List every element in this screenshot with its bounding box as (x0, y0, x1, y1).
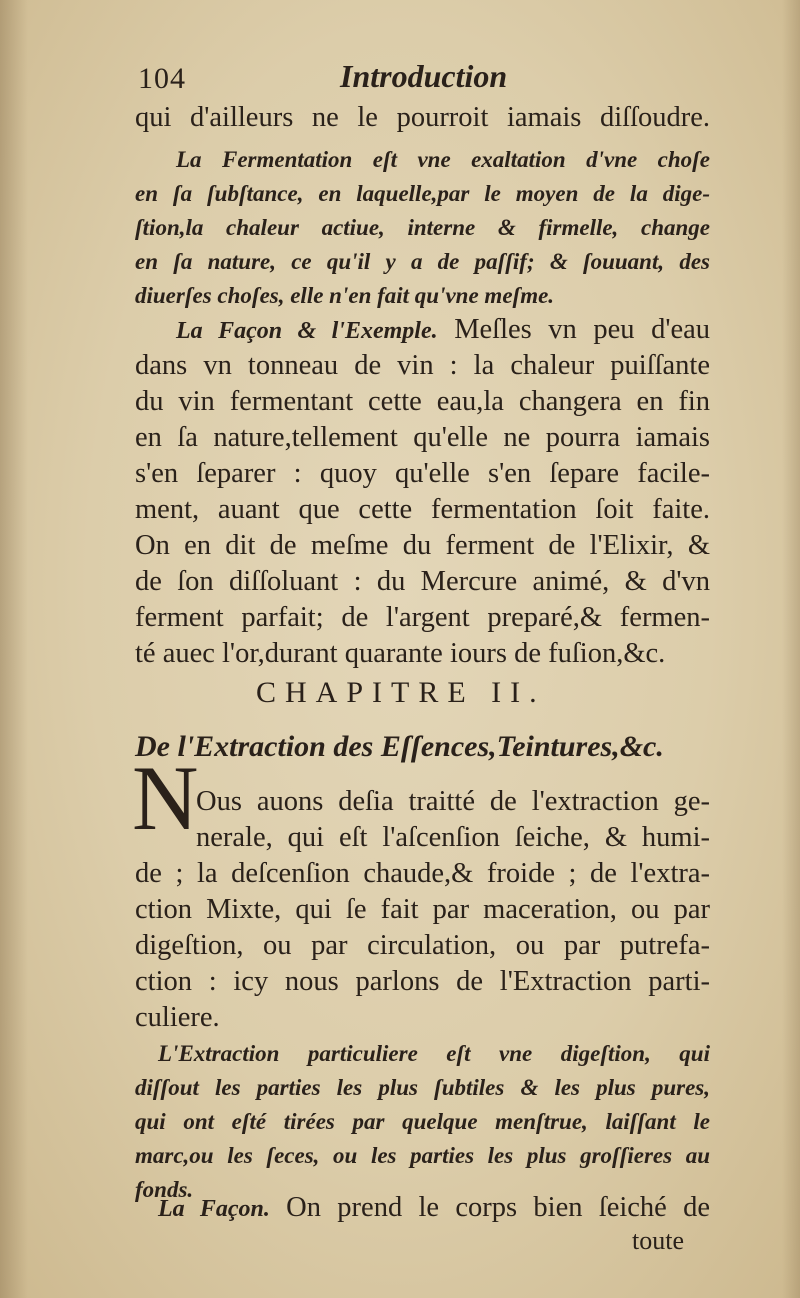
text-line: ction : icy nous parlons de l'Extraction parti- (135, 966, 710, 997)
definition-line: La Fermentation eſt vne exaltation d'vne choſe (176, 147, 710, 172)
text-line: de ; la deſcenſion chaude,& froide ; de l'extra- (135, 858, 710, 889)
chapter-title: De l'Extraction des Eſſences,Teintures,&c. (135, 730, 664, 763)
drop-cap: N (132, 747, 199, 849)
text-line: culiere. (135, 1002, 220, 1033)
text-line: ferment parfait; de l'argent preparé,& fermen- (135, 602, 710, 633)
text-line: nerale, qui eſt l'aſcenſion ſeiche, & humi- (196, 822, 710, 853)
definition-line: marc,ou les ſeces, ou les parties les plus groſſieres au (135, 1143, 710, 1168)
chapter-heading: CHAPITRE II. (256, 676, 546, 709)
catchword: toute (632, 1226, 684, 1255)
definition-line: fonds. (135, 1177, 194, 1202)
text-line: en ſa nature,tellement qu'elle ne pourra iamais (135, 422, 710, 453)
text-line: ction Mixte, qui ſe fait par maceration, ou par (135, 894, 710, 925)
text-line: digeſtion, ou par circulation, ou par putrefa- (135, 930, 710, 961)
page-edge (782, 0, 800, 1298)
running-head: Introduction (340, 58, 508, 94)
facon2-text: On prend le corps bien ſeiché de (286, 1192, 711, 1223)
paragraph-line (176, 312, 710, 349)
definition-line: L'Extraction particuliere eſt vne digeſtion, qui (158, 1041, 710, 1066)
text-line: ment, auant que cette fermentation ſoit faite. (135, 494, 710, 525)
definition-line: diſſout les parties les plus ſubtiles & les plus pures, (135, 1075, 710, 1100)
facon-label: La Façon & l'Exemple. (176, 318, 438, 344)
page-number: 104 (138, 62, 186, 95)
definition-line: ſtion,la chaleur actiue, interne & firmelle, change (135, 215, 710, 240)
text-line: du vin fermentant cette eau,la changera en fin (135, 386, 710, 417)
text-line: té auec l'or,durant quarante iours de fuſion,&c. (135, 638, 666, 669)
definition-line: qui ont eſté tirées par quelque menſtrue, laiſſant le (135, 1109, 710, 1134)
definition-line: diuerſes choſes, elle n'en fait qu'vne meſme. (135, 283, 555, 308)
text-line: de ſon diſſoluant : du Mercure animé, & d'vn (135, 566, 710, 597)
paragraph-line (158, 1190, 710, 1227)
definition-line: en ſa nature, ce qu'il y a de paſſif; & ſouuant, des (135, 249, 710, 274)
definition-line: en ſa ſubſtance, en laquelle,par le moyen de la dige- (135, 181, 710, 206)
text-line: On en dit de meſme du ferment de l'Elixir, & (135, 530, 710, 561)
text-line: Ous auons deſia traitté de l'extraction ge- (196, 786, 710, 817)
text-line: qui d'ailleurs ne le pourroit iamais diſſoudre. (135, 102, 710, 133)
text-line: dans vn tonneau de vin : la chaleur puiſſante (135, 350, 710, 381)
facon-text: Meſles vn peu d'eau (454, 314, 711, 345)
binding-shadow (0, 0, 28, 1298)
text-line: s'en ſeparer : quoy qu'elle s'en ſepare facile- (135, 458, 710, 489)
facon2-label: La Façon. (158, 1196, 270, 1222)
